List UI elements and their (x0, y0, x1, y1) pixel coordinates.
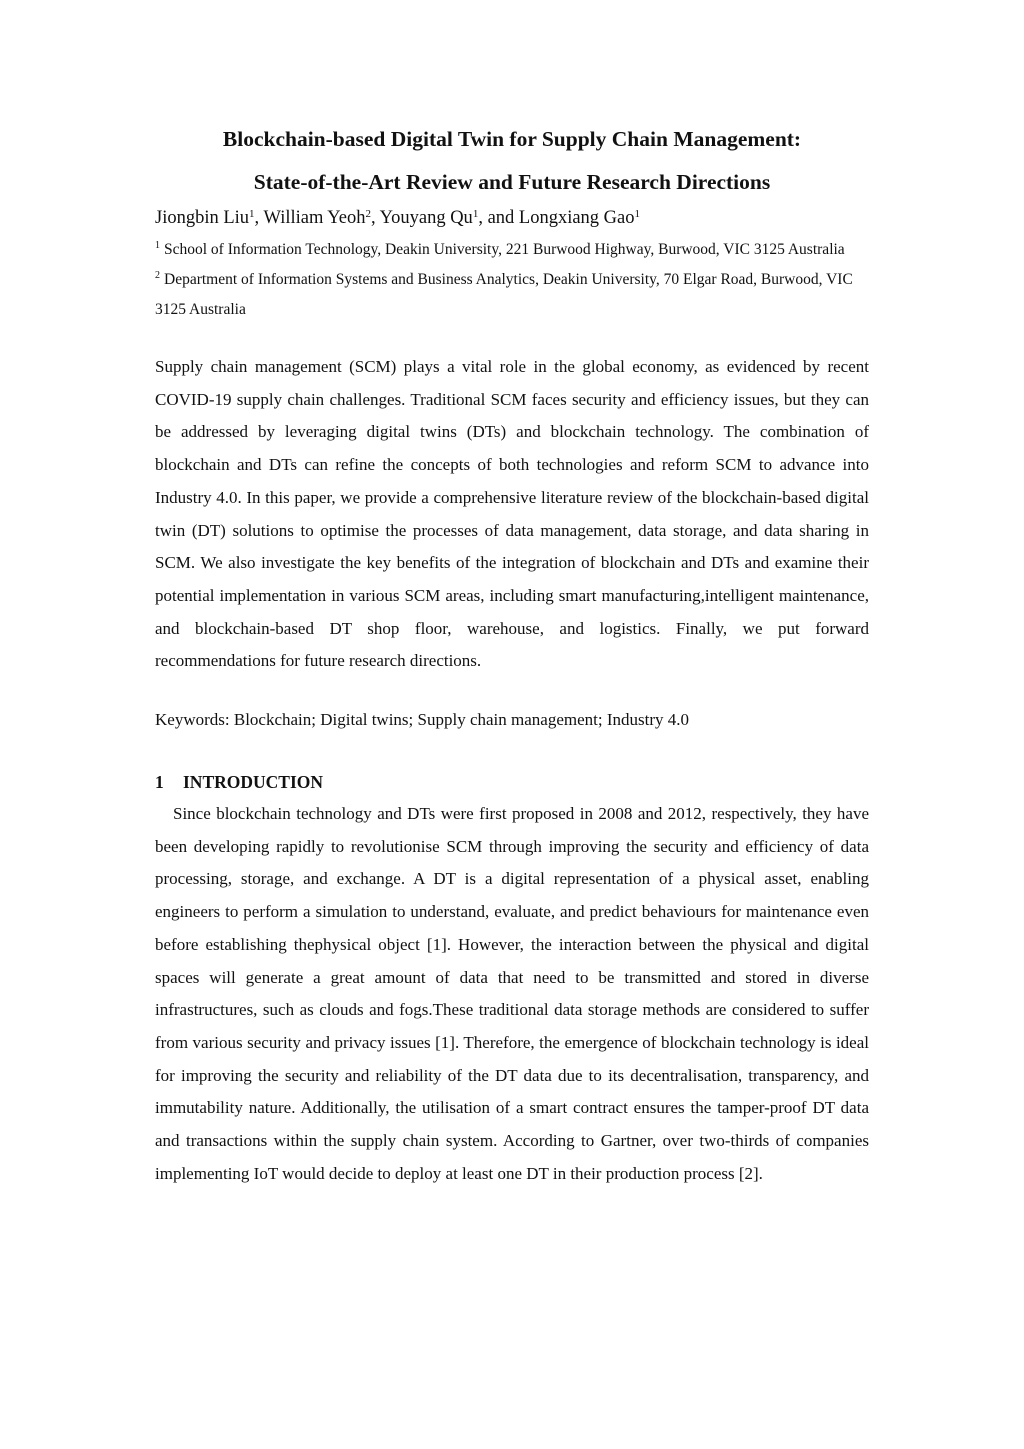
section-heading (155, 766, 869, 798)
affiliation (155, 265, 869, 325)
title-line-1: Blockchain-based Digital Twin for Supply Chain Management: (222, 127, 802, 151)
paper-title (155, 118, 869, 204)
author-name: William Yeoh (263, 208, 366, 228)
section-title: INTRODUCTION (183, 772, 324, 793)
keywords: Keywords: Blockchain; Digital twins; Supply chain management; Industry 4.0 (155, 710, 689, 730)
author-name: Youyang Qu (379, 208, 473, 228)
affiliation-marker: 2 (365, 208, 372, 220)
affiliation (155, 235, 869, 265)
affiliation-marker: 1 (634, 208, 641, 220)
affiliation-marker: 1 (472, 208, 479, 220)
affiliation-number: 2 (155, 270, 160, 281)
author-separator: , and (478, 208, 519, 228)
title-line-2: State-of-the-Art Review and Future Research Directions (253, 170, 771, 194)
author (380, 208, 479, 228)
abstract: Supply chain management (SCM) plays a vital role in the global economy, as evidenced by recent COVID-19 supply chain challenges. Traditional SCM faces security and efficiency issues, but they can be addressed by leveraging digital twins (DTs) and blockchain technology. The combination of blockchain and DTs can refine the concepts of both technologies and reform SCM to advance into Industry 4.0. In this paper, we provide a comprehensive literature review of the blockchain-based digital twin (DT) solutions to optimise the processes of data management, data storage, and data sharing in SCM. We also investigate the key benefits of the integration of blockchain and DTs and examine their potential implementation in various SCM areas, including smart manufacturing,intelligent maintenance, and blockchain-based DT shop floor, warehouse, and logistics. Finally, we put forward recommendations for future research directions. (155, 357, 869, 671)
introduction-paragraph: Since blockchain technology and DTs were first proposed in 2008 and 2012, respectively, they have been developing rapidly to revolutionise SCM through improving the security and efficiency of data processing, storage, and exchange. A DT is a digital representation of a physical asset, enabling engineers to perform a simulation to understand, evaluate, and predict behaviours for maintenance even before establishing thephysical object [1]. However, the interaction between the physical and digital spaces will generate a great amount of data that need to be transmitted and stored in diverse infrastructures, such as clouds and fogs.These traditional data storage methods are considered to suffer from various security and privacy issues [1]. Therefore, the emergence of blockchain technology is ideal for improving the security and reliability of the DT data due to its decentralisation, transparency, and immutability nature. Additionally, the utilisation of a smart contract ensures the tamper-proof DT data and transactions within the supply chain system. According to Gartner, over two-thirds of companies implementing IoT would decide to deploy at least one DT in their production process [2]. (155, 804, 869, 1183)
author-separator: , (254, 208, 264, 228)
author-list (155, 204, 869, 232)
affiliation-text: Department of Information Systems and Business Analytics, Deakin University, 70 Elgar Road, Burwood, VIC 3125 Australia (155, 271, 853, 318)
page-content (155, 118, 869, 1190)
affiliation-text: School of Information Technology, Deakin University, 221 Burwood Highway, Burwood, VIC 3125 Australia (164, 241, 845, 258)
author-separator: , (371, 208, 380, 228)
author (263, 208, 371, 228)
section-number: 1 (155, 772, 164, 793)
author (155, 208, 255, 228)
author (519, 208, 640, 228)
author-name: Jiongbin Liu (155, 208, 250, 228)
affiliation-marker: 1 (249, 208, 255, 220)
author-name: Longxiang Gao (518, 208, 635, 228)
affiliation-number: 1 (155, 240, 160, 251)
